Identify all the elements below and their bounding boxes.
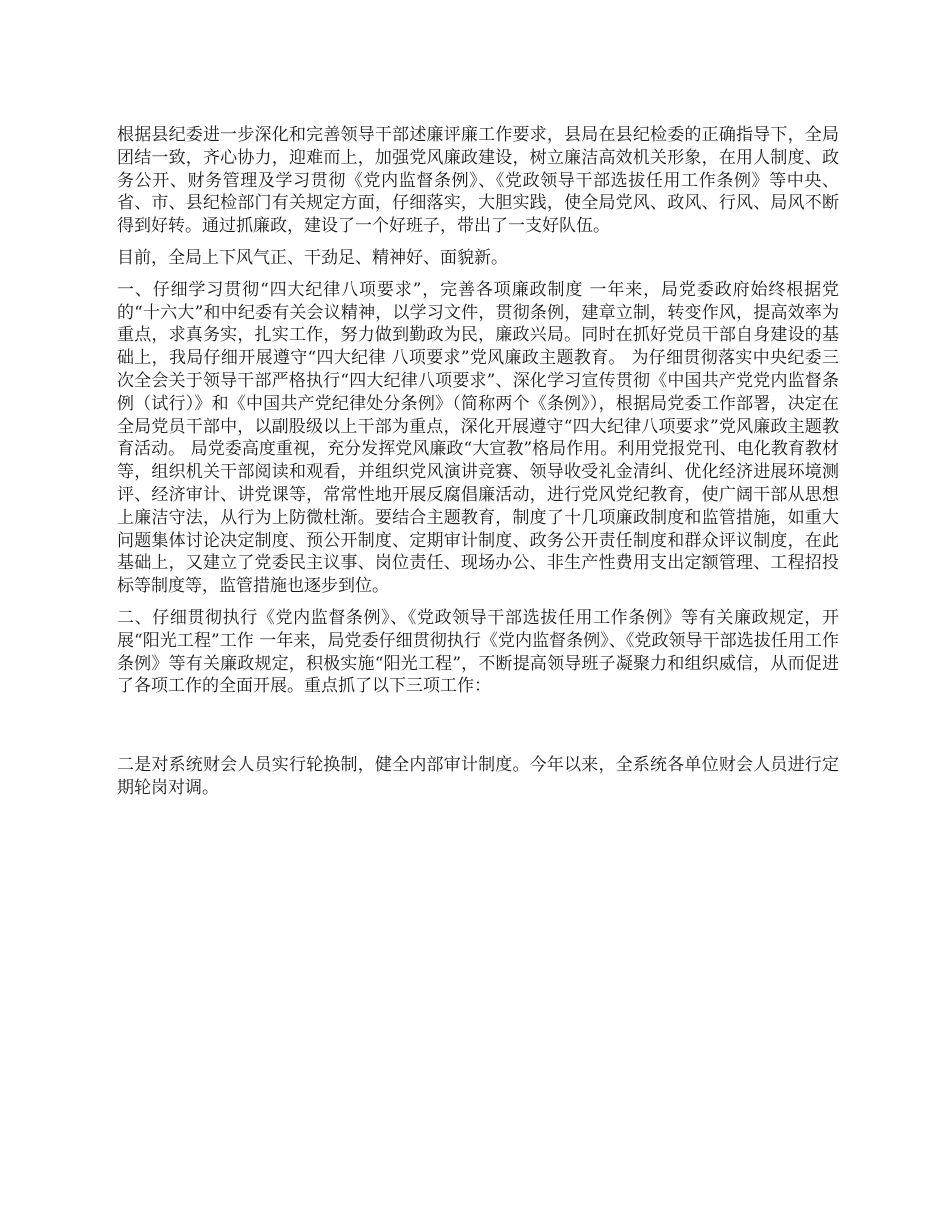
paragraph-intro: 根据县纪委进一步深化和完善领导干部述廉评廉工作要求，县局在县纪检委的正确指导下，全局团结一致，齐心协力，迎难而上，加强党风廉政建设，树立廉洁高效机关形象，在用人制度、政务公开、财务管理及学习贯彻《党内监督条例》、《党政领导干部选拔任用工作条例》等中央、省、市、县纪检部门有关规定方面，仔细落实，大胆实践，使全局党风、政风、行风、局风不断得到好转。通过抓廉政，建设了一个好班子，带出了一支好队伍。: [117, 125, 839, 237]
document-body: [117, 124, 839, 809]
paragraph-item-two: 二是对系统财会人员实行轮换制，健全内部审计制度。今年以来，全系统各单位财会人员进行定期轮岗对调。: [117, 755, 839, 798]
paragraph-section-one: 一、仔细学习贯彻“四大纪律八项要求”，完善各项廉政制度 一年来，局党委政府始终根据党的“十六大”和中纪委有关会议精神，以学习文件，贯彻条例，建章立制，转变作风，提高效率为重点，求真务实，扎实工作，努力做到勤政为民，廉政兴局。同时在抓好党员干部自身建设的基础上，我局仔细开展遵守“四大纪律 八项要求”党风廉政主题教育。 为仔细贯彻落实中央纪委三次全会关于领导干部严格执行“四大纪律八项要求”、深化学习宣传贯彻《中国共产党党内监督条例（试行）》和《中国共产党纪律处分条例》（简称两个《条例》），根据局党委工作部署，决定在全局党员干部中，以副股级以上干部为重点，深化开展遵守“四大纪律八项要求”党风廉政主题教育活动。 局党委高度重视，充分发挥党风廉政“大宣教”格局作用。利用党报党刊、电化教育教材等，组织机关干部阅读和观看，并组织党风演讲竞赛、领导收受礼金清纠、优化经济进展环境测评、经济审计、讲党课等，常常性地开展反腐倡廉活动，进行党风党纪教育，使广阔干部从思想上廉洁守法，从行为上防微杜渐。要结合主题教育，制度了十几项廉政制度和监管措施，如重大问题集体讨论决定制度、预公开制度、定期审计制度、政务公开责任制度和群众评议制度，在此基础上，又建立了党委民主议事、岗位责任、现场办公、非生产性费用支出定额管理、工程招投标等制度等，监管措施也逐步到位。: [117, 279, 839, 597]
blank-gap: [117, 707, 839, 754]
paragraph-section-two: 二、仔细贯彻执行《党内监督条例》、《党政领导干部选拔任用工作条例》等有关廉政规定，开展“阳光工程”工作 一年来，局党委仔细贯彻执行《党内监督条例》、《党政领导干部选拔任用工作条例》等有关廉政规定，积极实施“阳光工程”，不断提高领导班子凝聚力和组织威信，从而促进了各项工作的全面开展。重点抓了以下三项工作：: [117, 607, 839, 697]
paragraph-status: 目前，全局上下风气正、干劲足、精神好、面貌新。: [117, 247, 508, 268]
